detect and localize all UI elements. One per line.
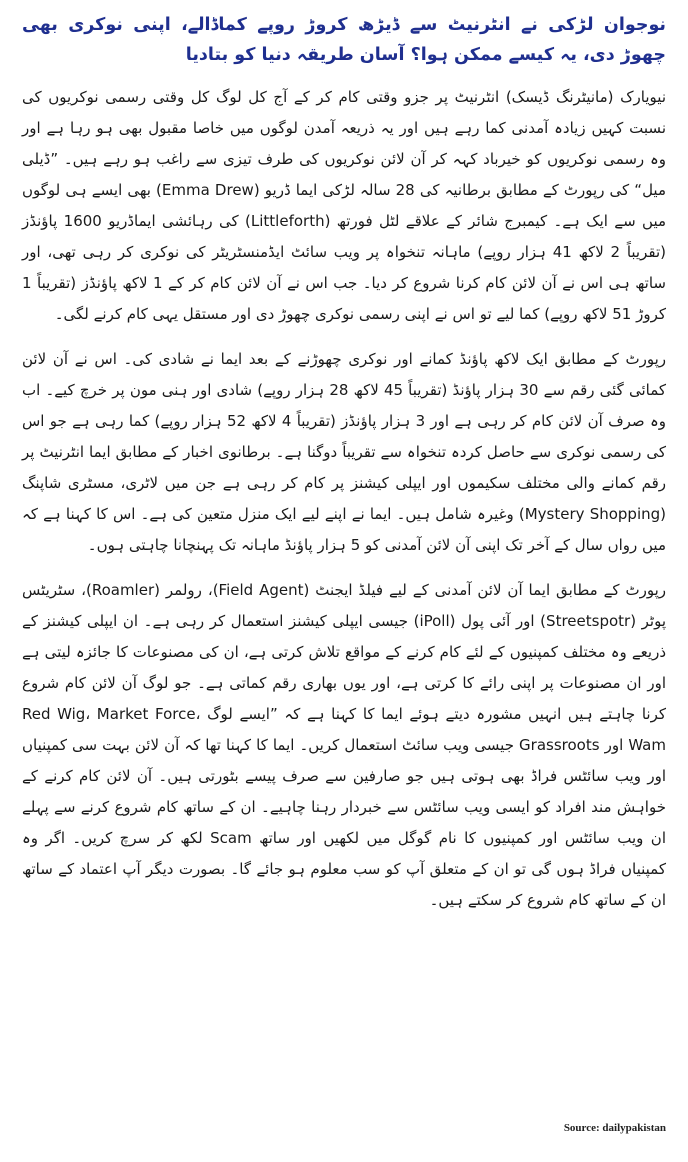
article-headline: نوجوان لڑکی نے انٹرنیٹ سے ڈیڑھ کروڑ روپے کماڈالے، اپنی نوکری بھی چھوڑ دی، یہ کیسے ممکن ہوا؟ آسان طریقہ دنیا کو بتادیا [22, 15, 666, 65]
article [22, 10, 666, 930]
article-paragraph-1: نیویارک (مانیٹرنگ ڈیسک) انٹرنیٹ پر جزو وقتی کام کر کے آج کل لوگ کل وقتی رسمی نوکریوں کی نسبت کہیں زیادہ آمدنی کما رہے ہیں اور یہ ذریعہ آمدن لوگوں میں خاصا مقبول بھی ہو رہا ہے اور وہ رسمی نوکریوں کو خیرباد کہہ کر آن لائن نوکریوں کی طرف تیزی سے راغب ہو رہے ہیں۔ ”ڈیلی میل“ کی رپورٹ کے مطابق برطانیہ کی 28 سالہ لڑکی ایما ڈریو (Emma Drew) بھی ایسے ہی لوگوں میں سے ایک ہے۔ کیمبرج شائر کے علاقے لٹل فورتھ (Littleforth) کی رہائشی ایماڈریو 1600 پاﺅنڈز (تقریباً 2 لاکھ 41 ہزار روپے) ماہانہ تنخواہ پر ویب سائٹ ایڈمنسٹریٹر کی نوکری کر رہی تھی، اور ساتھ ہی اس نے آن لائن کام کرنا شروع کر دیا۔ جب اس نے آن لائن کام کر کے 1 لاکھ پاﺅنڈز (تقریباً 1 کروڑ 51 لاکھ روپے) کما لیے تو اس نے اپنی رسمی نوکری چھوڑ دی اور مستقل یہی کام کرنے لگی۔ [22, 88, 667, 323]
source-credit: Source: dailypakistan [563, 1122, 666, 1134]
article-paragraph-2: رپورٹ کے مطابق ایک لاکھ پاﺅنڈ کمانے اور نوکری چھوڑنے کے بعد ایما نے شادی کی۔ اس نے آن لائن کمائی گئی رقم سے 30 ہزار پاﺅنڈ (تقریباً 45 لاکھ 28 ہزار روپے) شادی اور ہنی مون پر خرچ کیے۔ اب وہ صرف آن لائن کام کر رہی ہے اور 3 ہزار پاﺅنڈز (تقریباً 4 لاکھ 52 ہزار روپے) کما رہی ہے جو اس کی رسمی نوکری سے حاصل کردہ تنخواہ سے تقریباً دوگنا ہے۔ برطانوی اخبار کے مطابق ایما انٹرنیٹ پر رقم کمانے والی مختلف سکیموں اور ایپلی کیشنز پر کام کر رہی ہے جن میں لاٹری، مسٹری شاپنگ (Mystery Shopping) وغیرہ شامل ہیں۔ ایما نے اپنے لیے ایک منزل متعین کی ہے۔ اس کا کہنا ہے کہ میں رواں سال کے آخر تک اپنی آن لائن آمدنی کو 5 ہزار پاﺅنڈ ماہانہ تک پہنچانا چاہتی ہوں۔ [22, 350, 667, 554]
article-paragraph-3: رپورٹ کے مطابق ایما آن لائن آمدنی کے لیے فیلڈ ایجنٹ (Field Agent)، رولمر (Roamler)، سٹریٹس پوٹر (Streetspotr) اور آئی پول (iPoll) جیسی ایپلی کیشنز استعمال کر رہی ہے۔ ان ایپلی کیشنز کے ذریعے وہ مختلف کمپنیوں کے لئے کام کرنے کے مواقع تلاش کرتی ہے، ان کی مصنوعات کا جائزہ لیتی ہے اور ان مصنوعات پر اپنی رائے کا کرتی ہے، اور یوں بھاری رقم کماتی ہے۔ جو لوگ آن لائن کام شروع کرنا چاہتے ہیں انہیں مشورہ دیتے ہوئے ایما کا کہنا ہے کہ ”ایسے لوگ Red Wig، Market Force، Wam اور Grassroots جیسی ویب سائٹ استعمال کریں۔ ایما کا کہنا تھا کہ آن لائن بہت سی کمپنیاں اور ویب سائٹس فراڈ بھی ہوتی ہیں جو صارفین سے صرف پیسے بٹورتی ہیں۔ آن لائن کام کرنے کے خواہش مند افراد کو ایسی ویب سائٹس سے خبردار رہنا چاہیے۔ ان کے ساتھ کام شروع کرنے سے پہلے ان ویب سائٹس اور کمپنیوں کا نام گوگل میں لکھیں اور ساتھ Scam لکھ کر سرچ کریں۔ اگر وہ کمپنیاں فراڈ ہوں گی تو ان کے متعلق آپ کو سب معلوم ہو جائے گا۔ بصورت دیگر آپ اعتماد کے ساتھ ان کے ساتھ کام شروع کر سکتے ہیں۔ [22, 581, 667, 909]
